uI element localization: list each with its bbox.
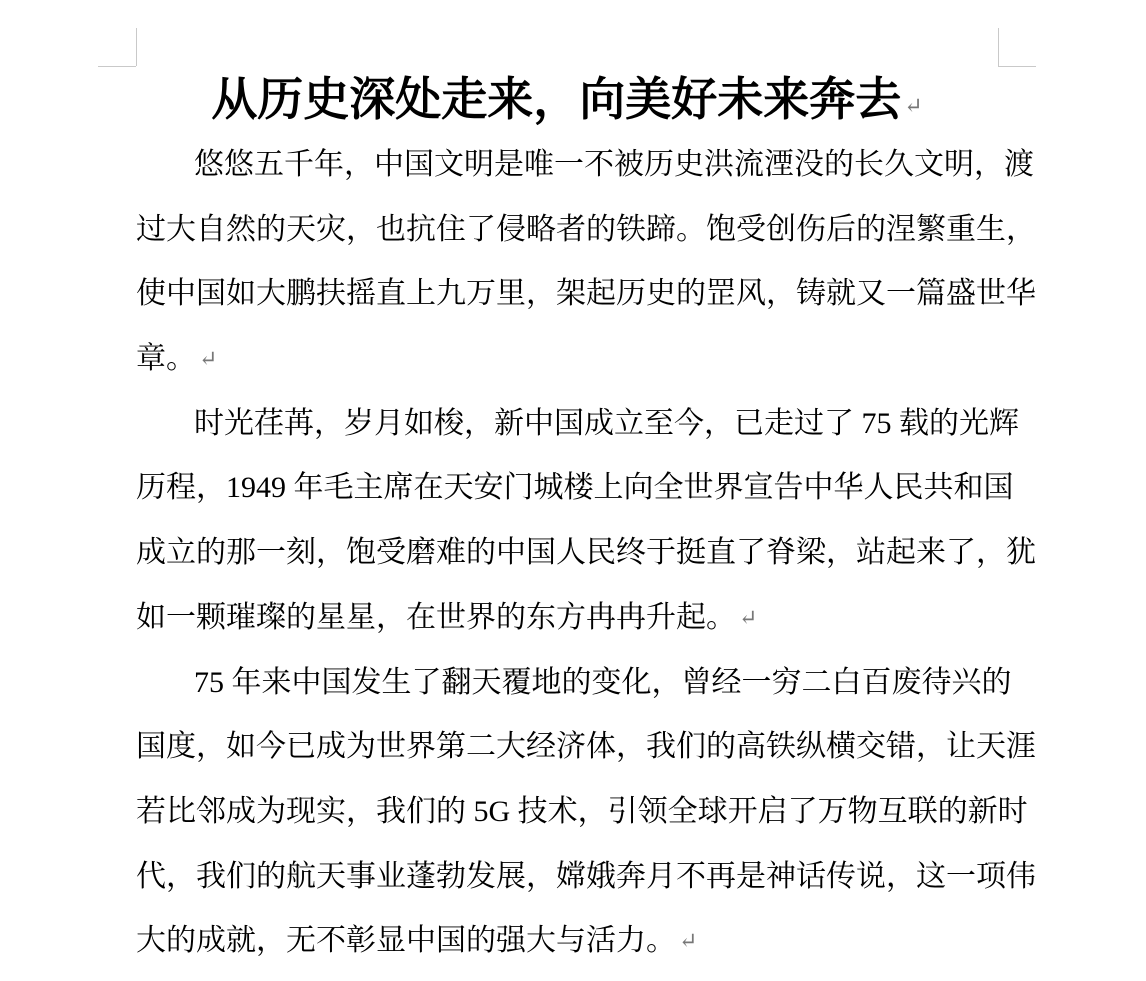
- paragraph-mark: ↵: [739, 604, 758, 630]
- paragraph-mark: ↵: [199, 346, 218, 372]
- text-line: 过大自然的天灾，也抗住了侵略者的铁蹄。饱受创伤后的涅繁重生，: [136, 212, 1036, 246]
- text-line: 成立的那一刻，饱受磨难的中国人民终于挺直了脊梁，站起来了，犹: [136, 536, 1036, 570]
- crop-mark-top-left-horizontal: [98, 66, 136, 67]
- crop-mark-top-right-vertical: [998, 28, 999, 66]
- text-line: 若比邻成为现实，我们的 5G 技术，引领全球开启了万物互联的新时: [136, 794, 1028, 828]
- text-line: 历程，1949 年毛主席在天安门城楼上向全世界宣告中华人民共和国: [136, 471, 1014, 505]
- paragraph-mark: ↵: [679, 928, 698, 954]
- text-line: 章。 ↵: [136, 327, 998, 392]
- paragraph: [136, 392, 1036, 651]
- document-body: [136, 133, 1036, 974]
- document-title: 从历史深处走来，向美好未来奔去: [211, 74, 902, 125]
- crop-mark-top-right-horizontal: [998, 66, 1036, 67]
- text-line: 国度，如今已成为世界第二大经济体，我们的高铁纵横交错，让天涯: [136, 730, 1036, 764]
- paragraph-mark: ↵: [904, 93, 923, 118]
- text-line: 代，我们的航天事业蓬勃发展，嫦娥奔月不再是神话传说，这一项伟: [136, 859, 1036, 893]
- text-line: 时光荏苒，岁月如梭，新中国成立至今，已走过了 75 载的光辉: [194, 406, 1019, 440]
- crop-mark-top-left-vertical: [136, 28, 137, 66]
- paragraph: [136, 133, 1036, 392]
- text-line: 75 年来中国发生了翻天覆地的变化，曾经一穷二白百废待兴的: [194, 665, 1012, 699]
- text-line: 使中国如大鹏扶摇直上九万里，架起历史的罡风，铸就又一篇盛世华: [136, 277, 1036, 311]
- text-line: 如一颗璀璨的星星，在世界的东方冉冉升起。 ↵: [136, 586, 998, 651]
- text-line: 悠悠五千年，中国文明是唯一不被历史洪流湮没的长久文明，渡: [194, 148, 1034, 181]
- text-line: 大的成就，无不彰显中国的强大与活力。 ↵: [136, 909, 998, 974]
- paragraph: [136, 651, 1036, 974]
- document-title-line: [136, 66, 998, 133]
